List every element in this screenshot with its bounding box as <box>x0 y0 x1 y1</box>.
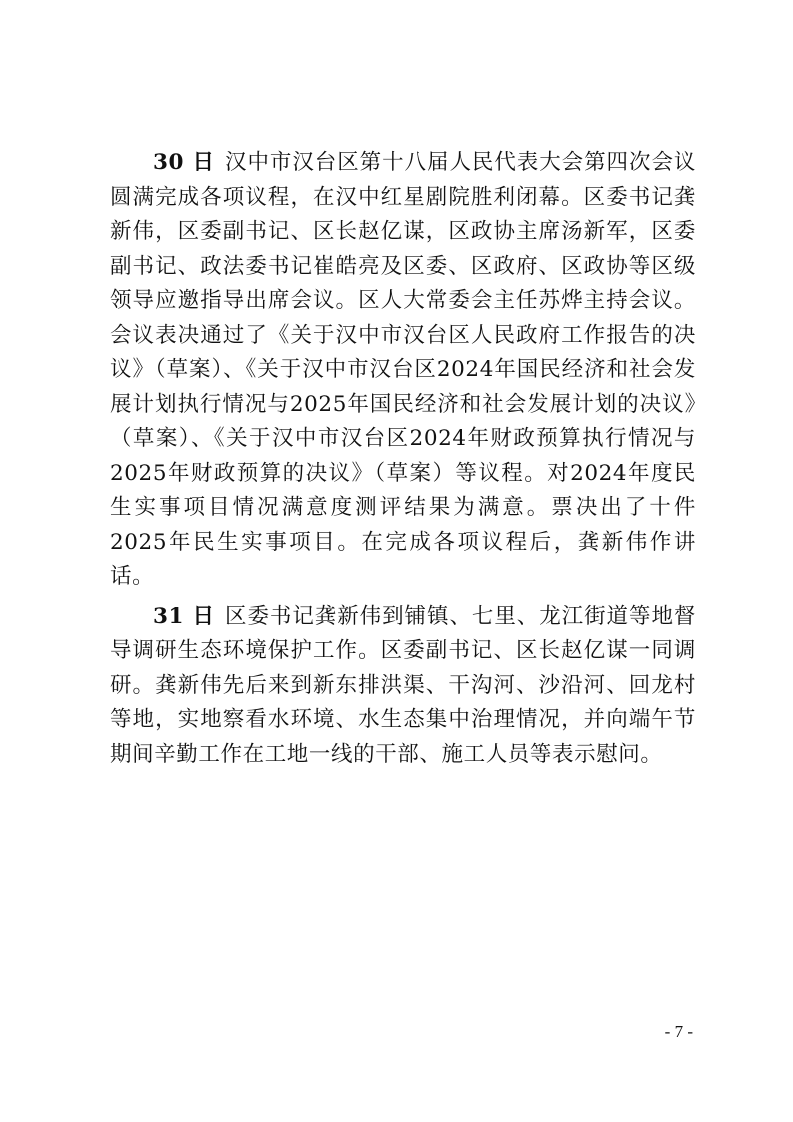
entry-text-31: 区委书记龚新伟到铺镇、七里、龙江街道等地督导调研生态环境保护工作。区委副书记、区长赵亿谋一同调研。龚新伟先后来到新东排洪渠、干沟河、沙沿河、回龙村等地，实地察看水环境、水生态集中治理情况，并向端午节期间辛勤工作在工地一线的干部、施工人员等表示慰问。 <box>110 603 696 767</box>
page-number: - 7 - <box>664 1022 693 1041</box>
entry-date-31: 31 日 <box>153 603 215 629</box>
entry-paragraph-31 <box>110 600 696 773</box>
entry-text-30: 汉中市汉台区第十八届人民代表大会第四次会议圆满完成各项议程，在汉中红星剧院胜利闭幕。区委书记龚新伟，区委副书记、区长赵亿谋，区政协主席汤新军，区委副书记、政法委书记崔皓亮及区委、区政府、区政协等区级领导应邀指导出席会议。区人大常委会主任苏烨主持会议。会议表决通过了《关于汉中市汉台区人民政府工作报告的决议》（草案）、《关于汉中市汉台区2024年国民经济和社会发展计划执行情况与2025年国民经济和社会发展计划的决议》（草案）、《关于汉中市汉台区2024年财政预算执行情况与2025年财政预算的决议》（草案）等议程。对2024年度民生实事项目情况满意度测评结果为满意。票决出了十件2025年民生实事项目。在完成各项议程后，龚新伟作讲话。 <box>110 150 696 589</box>
entry-date-30: 30 日 <box>153 150 215 175</box>
entry-paragraph-30 <box>110 146 696 595</box>
document-body <box>110 146 696 772</box>
